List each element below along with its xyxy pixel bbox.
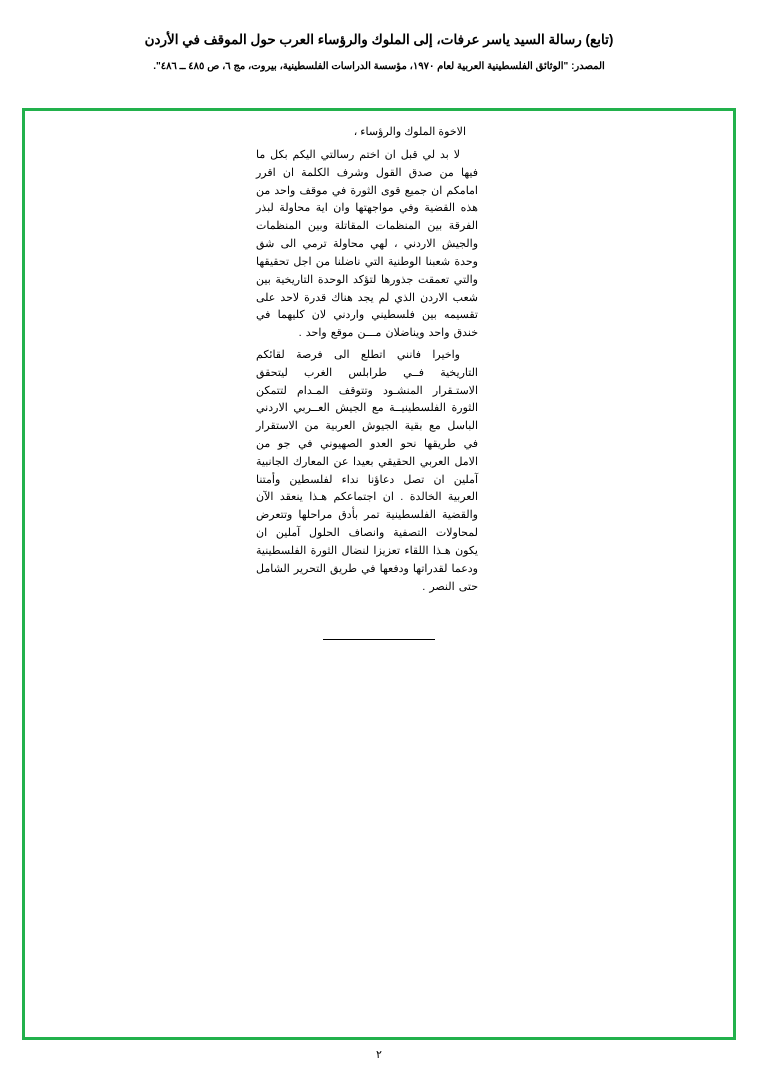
page-number: ٢ bbox=[376, 1049, 382, 1061]
document-header bbox=[0, 0, 758, 72]
content-frame bbox=[22, 108, 736, 1040]
page-title: (تابع) رسالة السيد ياسر عرفات، إلى الملوك والرؤساء العرب حول الموقف في الأردن bbox=[144, 32, 614, 47]
paragraph-2: واخيرا فانني اتطلع الى فرصة لقائكم التاريخية فــي طرابلس الغرب ليتحقق الاستـقرار المنشـود وتتوقف المـدام لتتمكن الثورة الفلسطينيــة مع الجيش العــربي الاردني الباسل مع بقية الجيوش العربية من الاستقرار في طريقها نحو العدو الصهيوني في جو من الامل العربي الحقيقي بعيدا عن المعارك الجانبية آملين ان تصل دعاؤنا نداء لفلسطين وأمتنا العربية الخالدة . ان اجتماعكم هـذا ينعقد الآن والقضية الفلسطينية تمر بأدق مراحلها وتتعرض لمحاولات التصفية وانصاف الحلول آملين ان يكون هـذا اللقاء تعزيزا لنضال الثورة الفلسطينية ودعما لقدراتها ودفعها في طريق التحرير الشامل حتى النصر . bbox=[256, 348, 478, 593]
paragraph-1: لا بد لي قبل ان اختم رسالتي اليكم بكل ما فيها من صدق القول وشرف الكلمة ان اقرر امامكم ان جميع قوى الثورة في موقف واحد من هذه القضية وفي مواجهتها وان اية محاولة لبذر الفرقة بين المنظمات المقاتلة وبين المنظمات والجيش الاردني ، لهي محاولة ترمي الى شق وحدة شعبنا الوطنية التي ناضلنا من اجل تحقيقها والتي تعمقت جذورها لتؤكد الوحدة التاريخية بين شعب الاردن الذي لم يجد هناك قدرة لاحد على تقسيمه بين فلسطيني واردني لان كليهما في خندق واحد ويناضلان مـــن موقع واحد . bbox=[256, 149, 478, 340]
salutation: الاخوة الملوك والرؤساء ، bbox=[353, 126, 466, 138]
horizontal-rule bbox=[323, 639, 435, 640]
document-body bbox=[256, 124, 478, 600]
source-line: المصدر: "الوثائق الفلسطينية العربية لعام ١٩٧٠، مؤسسة الدراسات الفلسطينية، بيروت، مج ٦، ص ٤٨٥ ــ ٤٨٦". bbox=[153, 61, 605, 73]
